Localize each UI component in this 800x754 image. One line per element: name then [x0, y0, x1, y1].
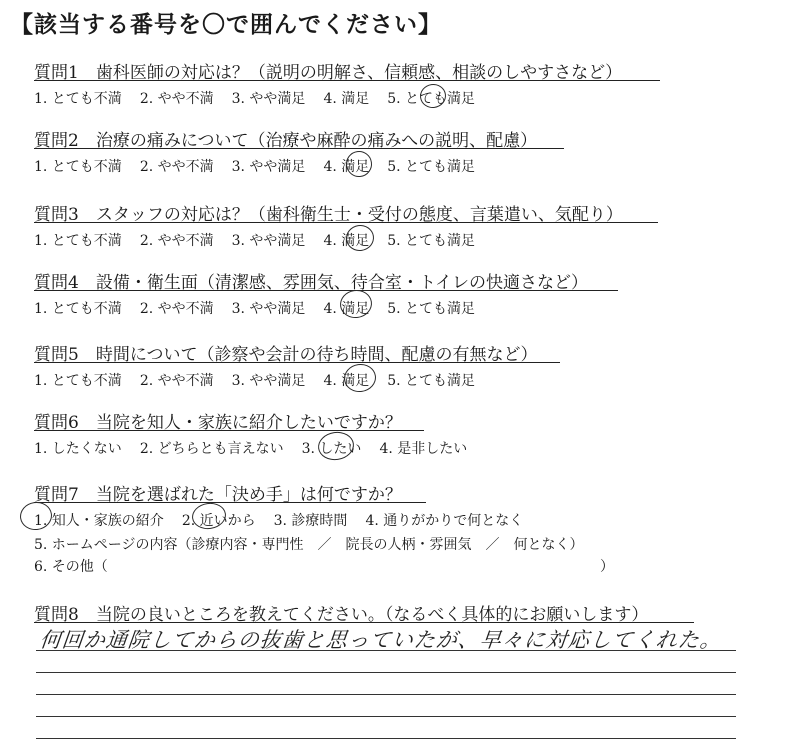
- answer-line-5: [36, 738, 736, 739]
- question-3-underline: [34, 222, 658, 223]
- q1-option-4[interactable]: 4. 満足: [323, 91, 370, 107]
- q8-handwritten-answer[interactable]: 何回か通院してからの抜歯と思っていたが、早々に対応してくれた。: [38, 628, 724, 652]
- q4-option-3[interactable]: 3. やや満足: [231, 301, 306, 317]
- question-3-title: 質問3 スタッフの対応は？（歯科衛生士・受付の態度、言葉遣い、気配り）: [34, 205, 623, 225]
- question-1-title: 質問1 歯科医師の対応は？（説明の明解さ、信頼感、相談のしやすさなど）: [34, 63, 623, 83]
- question-6-title: 質問6 当院を知人・家族に紹介したいですか？: [34, 413, 402, 433]
- question-6-options: [34, 438, 467, 458]
- survey-header: 【該当する番号を〇で囲んでください】: [10, 11, 442, 38]
- q6-option-1[interactable]: 1. したくない: [34, 441, 122, 457]
- answer-line-1: [36, 650, 736, 651]
- q6-option-3[interactable]: 3. したい: [301, 441, 362, 457]
- q3-option-3[interactable]: 3. やや満足: [231, 233, 306, 249]
- q5-option-3[interactable]: 3. やや満足: [231, 373, 306, 389]
- question-5-title: 質問5 時間について（診察や会計の待ち時間、配慮の有無など）: [34, 345, 538, 365]
- question-7-options: [34, 510, 523, 530]
- q7-option-1[interactable]: 1. 知人・家族の紹介: [34, 513, 164, 529]
- q7-option-5[interactable]: 5. ホームページの内容（診療内容・専門性 ／ 院長の人柄・雰囲気 ／ 何となく）: [34, 537, 584, 553]
- q4-option-5[interactable]: 5. とても満足: [387, 301, 476, 317]
- q2-option-4[interactable]: 4. 満足: [323, 159, 370, 175]
- question-2-options: [34, 156, 475, 176]
- question-2-underline: [34, 148, 564, 149]
- q2-option-1[interactable]: 1. とても不満: [34, 159, 122, 175]
- question-2-title: 質問2 治療の痛みについて（治療や麻酔の痛みへの説明、配慮）: [34, 131, 538, 151]
- question-1-underline: [34, 80, 660, 81]
- q2-option-2[interactable]: 2. やや不満: [139, 159, 214, 175]
- q4-option-1[interactable]: 1. とても不満: [34, 301, 122, 317]
- answer-line-4: [36, 716, 736, 717]
- answer-line-2: [36, 672, 736, 673]
- q5-option-5[interactable]: 5. とても満足: [387, 373, 476, 389]
- q3-option-1[interactable]: 1. とても不満: [34, 233, 122, 249]
- q7-option-6-label[interactable]: 6. その他（: [34, 559, 108, 575]
- question-1-options: [34, 88, 475, 108]
- question-8-underline: [34, 622, 694, 623]
- q1-option-2[interactable]: 2. やや不満: [139, 91, 214, 107]
- q3-option-4[interactable]: 4. 満足: [323, 233, 370, 249]
- q4-option-2[interactable]: 2. やや不満: [139, 301, 214, 317]
- q1-option-1[interactable]: 1. とても不満: [34, 91, 122, 107]
- question-7-underline: [34, 502, 426, 503]
- q6-option-4[interactable]: 4. 是非したい: [379, 441, 468, 457]
- q7-option-3[interactable]: 3. 診療時間: [273, 513, 348, 529]
- q7-option-6-close: ）: [600, 559, 614, 575]
- question-6-underline: [34, 430, 424, 431]
- q5-option-4[interactable]: 4. 満足: [323, 373, 370, 389]
- question-8-title: 質問8 当院の良いところを教えてください。（なるべく具体的にお願いします）: [34, 605, 649, 625]
- q2-option-5[interactable]: 5. とても満足: [387, 159, 476, 175]
- question-3-options: [34, 230, 475, 250]
- q3-option-5[interactable]: 5. とても満足: [387, 233, 476, 249]
- question-4-title: 質問4 設備・衛生面（清潔感、雰囲気、待合室・トイレの快適さなど）: [34, 273, 588, 293]
- question-7-title: 質問7 当院を選ばれた「決め手」は何ですか？: [34, 485, 402, 505]
- q7-option-4[interactable]: 4. 通りがかりで何となく: [365, 513, 524, 529]
- q6-option-2[interactable]: 2. どちらとも言えない: [139, 441, 284, 457]
- q1-option-3[interactable]: 3. やや満足: [231, 91, 306, 107]
- question-4-options: [34, 298, 475, 318]
- q4-option-4[interactable]: 4. 満足: [323, 301, 370, 317]
- question-5-options: [34, 370, 475, 390]
- answer-line-3: [36, 694, 736, 695]
- q5-option-2[interactable]: 2. やや不満: [139, 373, 214, 389]
- question-4-underline: [34, 290, 618, 291]
- q3-option-2[interactable]: 2. やや不満: [139, 233, 214, 249]
- question-5-underline: [34, 362, 560, 363]
- q5-option-1[interactable]: 1. とても不満: [34, 373, 122, 389]
- q1-option-5[interactable]: 5. とても満足: [387, 91, 476, 107]
- q2-option-3[interactable]: 3. やや満足: [231, 159, 306, 175]
- q7-option-2[interactable]: 2. 近いから: [181, 513, 256, 529]
